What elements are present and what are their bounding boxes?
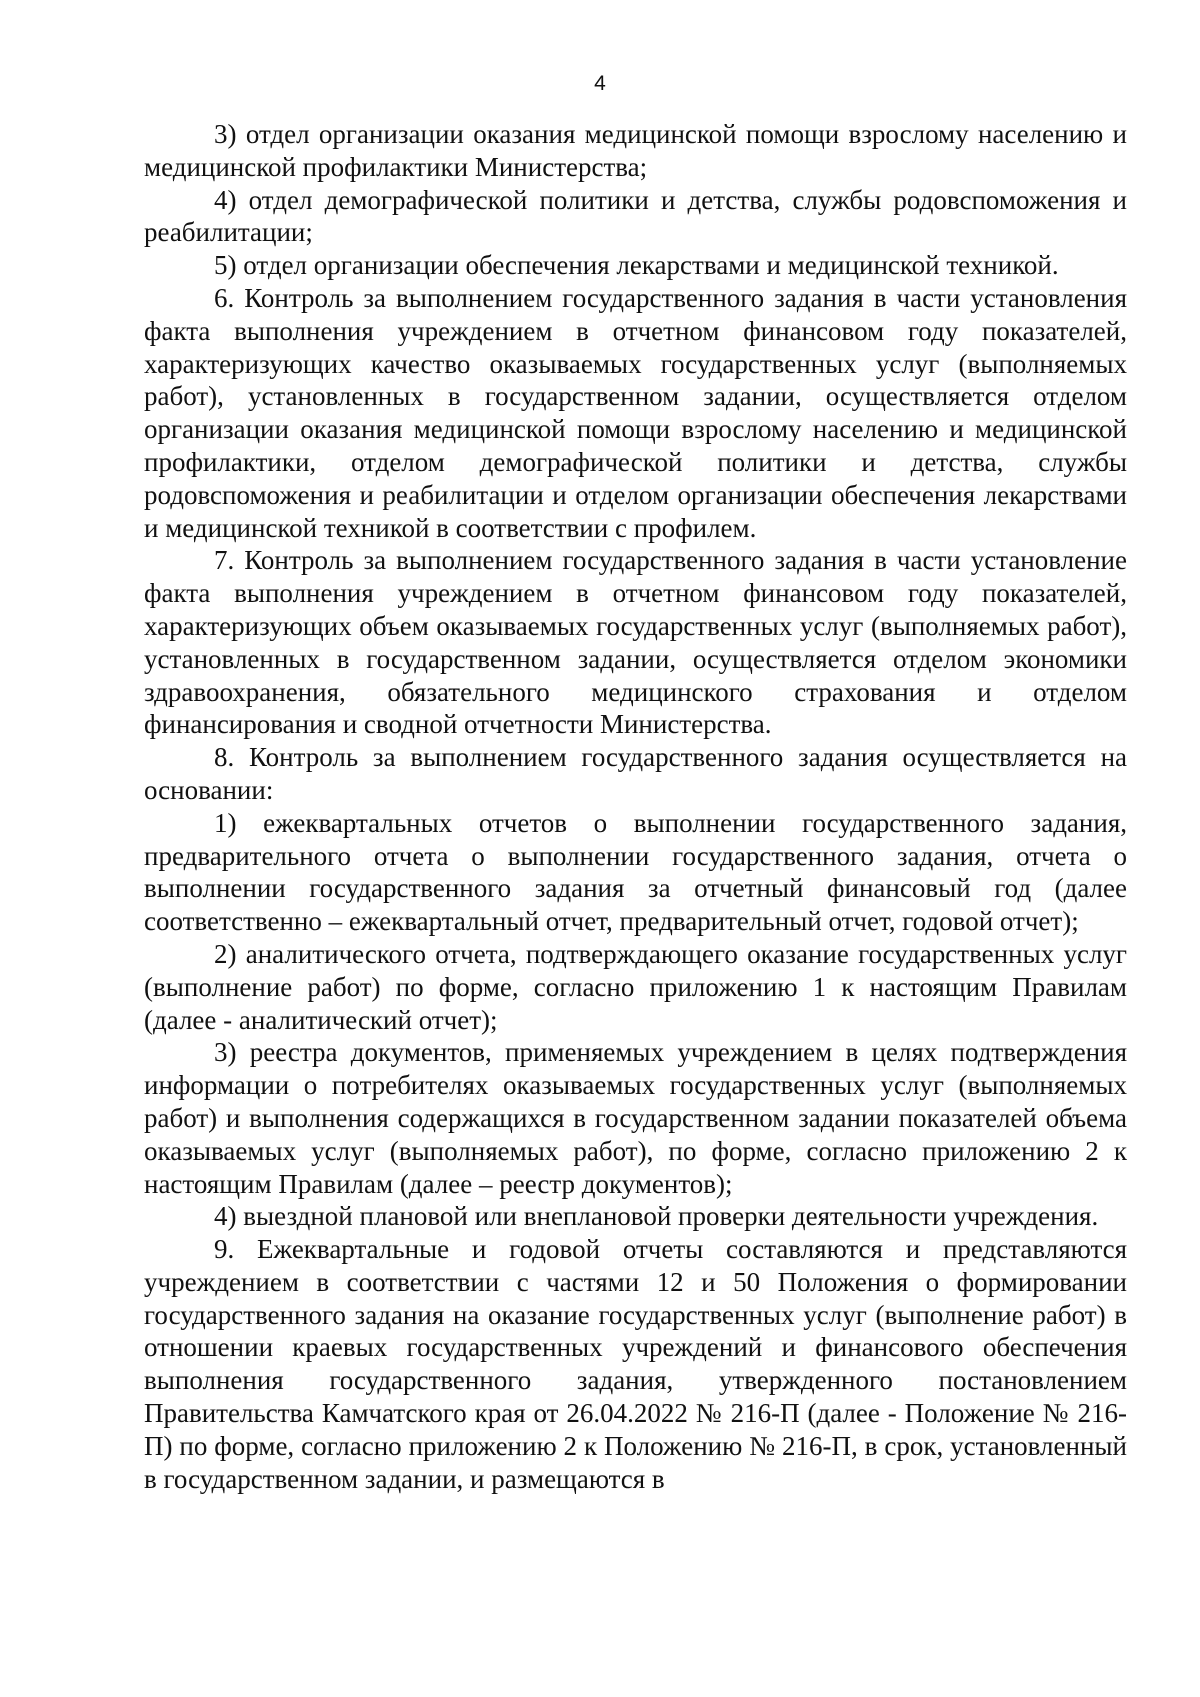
paragraph-section-7: 7. Контроль за выполнением государственного задания в части установление факта выполнения учреждением в отчетном финансовом году показателей, характеризующих объем оказываемых государственных услуг (выполняемых работ), установленных в государственном задании, осуществляется отделом экономики здравоохранения, обязательного медицинского страхования и отделом финансирования и сводной отчетности Министерства. — [144, 545, 1127, 740]
paragraph-section-8-item-4: 4) выездной плановой или внеплановой проверки деятельности учреждения. — [214, 1201, 1099, 1232]
paragraph-item-5-department: 5) отдел организации обеспечения лекарствами и медицинской техникой. — [214, 250, 1059, 281]
paragraph-section-8-item-1: 1) ежеквартальных отчетов о выполнении государственного задания, предварительного отчета о выполнении государственного задания, отчета о выполнении государственного задания за отчетный финансовый год (далее соответственно – ежеквартальный отчет, предварительный отчет, годовой отчет); — [144, 807, 1127, 937]
page-number: 4 — [594, 72, 606, 95]
paragraph-item-3-department: 3) отдел организации оказания медицинской помощи взрослому населению и медицинской профилактики Министерства; — [144, 119, 1127, 182]
paragraph-section-6: 6. Контроль за выполнением государственного задания в части установления факта выполнения учреждением в отчетном финансовом году показателей, характеризующих качество оказываемых государственных услуг (выполняемых работ), установленных в государственном задании, осуществляется отделом организации оказания медицинской помощи взрослому населению и медицинской профилактики, отделом демографической политики и детства, службы родовспоможения и реабилитации и отделом организации обеспечения лекарствами и медицинской техникой в соответствии с профилем. — [144, 282, 1127, 543]
paragraph-item-4-department: 4) отдел демографической политики и детства, службы родовспоможения и реабилитации; — [144, 184, 1127, 248]
paragraph-section-8: 8. Контроль за выполнением государственного задания осуществляется на основании: — [144, 742, 1127, 805]
paragraph-section-8-item-2: 2) аналитического отчета, подтверждающего оказание государственных услуг (выполнение работ) по форме, согласно приложению 1 к настоящим Правилам (далее - аналитический отчет); — [144, 938, 1127, 1035]
document-body — [144, 118, 1127, 1495]
paragraph-section-8-item-3: 3) реестра документов, применяемых учреждением в целях подтверждения информации о потребителях оказываемых государственных услуг (выполняемых работ) и выполнения содержащихся в государственном задании показателей объема оказываемых услуг (выполняемых работ), по форме, согласно приложению 2 к настоящим Правилам (далее – реестр документов); — [144, 1037, 1127, 1199]
paragraph-section-9: 9. Ежеквартальные и годовой отчеты составляются и представляются учреждением в соответствии с частями 12 и 50 Положения о формировании государственного задания на оказание государственных услуг (выполнение работ) в отношении краевых государственных учреждений и финансового обеспечения выполнения государственного задания, утвержденного постановлением Правительства Камчатского края от 26.04.2022 № 216-П (далее - Положение № 216-П) по форме, согласно приложению 2 к Положению № 216-П, в срок, установленный в государственном задании, и размещаются в — [144, 1234, 1127, 1494]
